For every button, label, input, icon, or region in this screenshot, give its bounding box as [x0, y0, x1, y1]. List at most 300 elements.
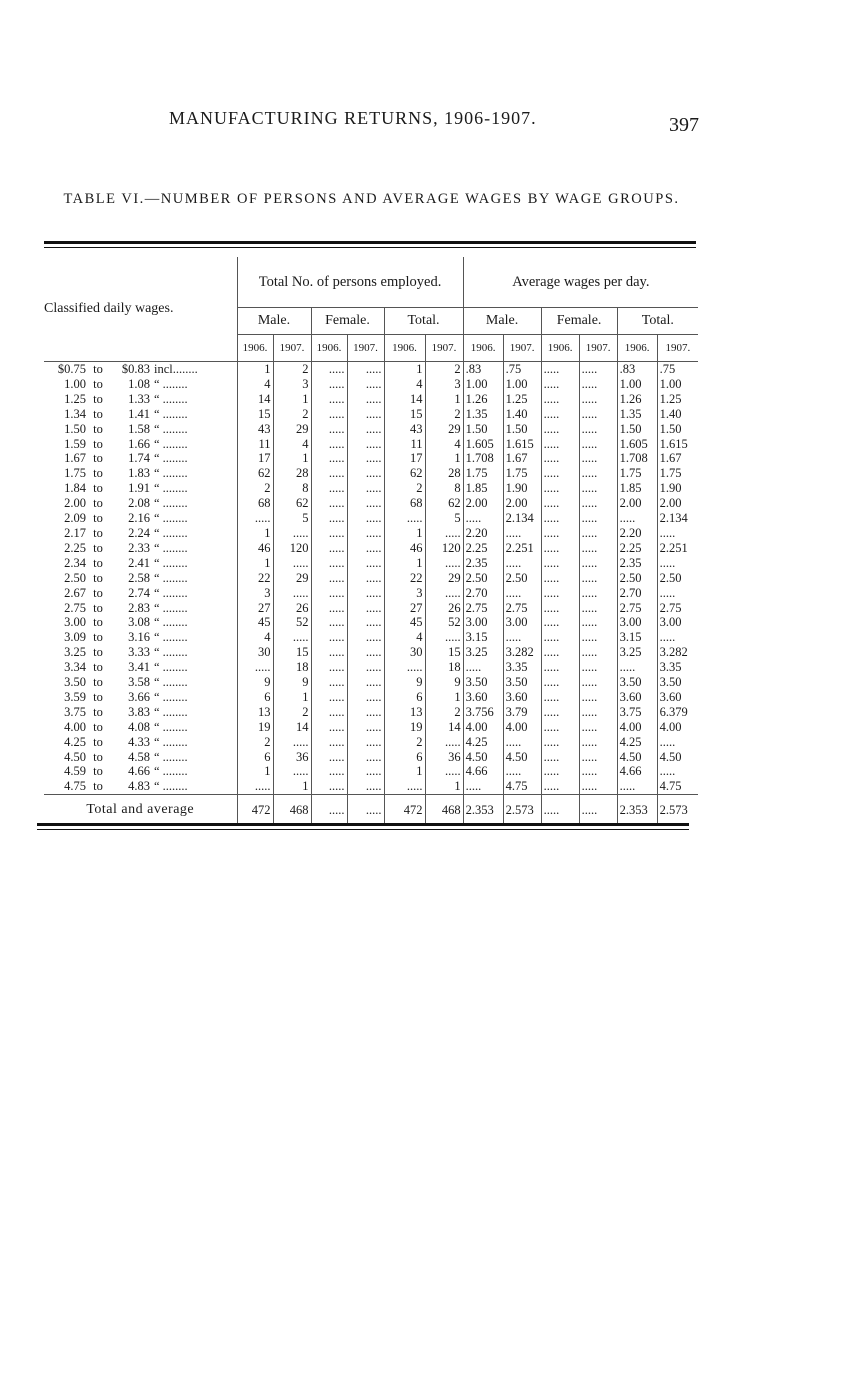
- page-number: 397: [669, 114, 699, 136]
- persons-female-1906-cell: .....: [311, 735, 347, 750]
- wage-female-1906-cell: .....: [541, 511, 579, 526]
- persons-female-1907-cell: .....: [347, 377, 384, 392]
- wage-class-to: to: [93, 689, 103, 704]
- wage-class-lo: 1.00: [64, 376, 86, 391]
- wage-class-suf: “ ........: [154, 585, 188, 600]
- wage-class-to: to: [93, 630, 103, 645]
- wage-total-1907-cell: 2.251: [657, 541, 698, 556]
- persons-male-1906-cell: 11: [237, 437, 273, 452]
- wage-class-to: to: [93, 406, 103, 421]
- persons-total-1906-cell: 9: [384, 675, 425, 690]
- wage-total-1906-cell: .....: [617, 511, 657, 526]
- wage-male-1907-cell: 2.50: [503, 571, 541, 586]
- wage-class-hi: 2.83: [128, 600, 150, 615]
- persons-female-1906-cell: .....: [311, 615, 347, 630]
- wage-male-1907-cell: 3.79: [503, 705, 541, 720]
- persons-total-1907-cell: 26: [425, 601, 463, 616]
- wage-class-lo: 3.00: [64, 615, 86, 630]
- wage-class-to: to: [93, 570, 103, 585]
- wage-class-cell: [44, 377, 237, 392]
- wage-total-1907-cell: 3.282: [657, 645, 698, 660]
- wage-female-1906-cell: .....: [541, 630, 579, 645]
- wage-class-cell: [44, 690, 237, 705]
- wage-total-1906-cell: 4.50: [617, 750, 657, 765]
- wage-class-hi: 2.16: [128, 511, 150, 526]
- table-row: [44, 511, 698, 526]
- wage-class-cell: [44, 615, 237, 630]
- stub-header: Classified daily wages.: [44, 257, 237, 362]
- wage-female-1906-cell: .....: [541, 660, 579, 675]
- wage-female-1906-cell: .....: [541, 481, 579, 496]
- wage-male-1907-cell: 1.00: [503, 377, 541, 392]
- wage-total-1906-cell: 3.75: [617, 705, 657, 720]
- year-1907-header: 1907.: [273, 335, 311, 362]
- wage-class-hi: 4.58: [128, 749, 150, 764]
- persons-female-1906-cell: .....: [311, 377, 347, 392]
- wage-total-1907-cell: .....: [657, 586, 698, 601]
- persons-total-1907-cell: .....: [425, 735, 463, 750]
- wage-male-1907-cell: 2.134: [503, 511, 541, 526]
- wage-class-hi: 2.58: [128, 570, 150, 585]
- wage-total-1906-cell: 1.50: [617, 422, 657, 437]
- persons-male-1906-cell: .....: [237, 660, 273, 675]
- persons-female-1907-cell: .....: [347, 511, 384, 526]
- wage-class-to: to: [93, 421, 103, 436]
- wage-class-to: to: [93, 660, 103, 675]
- persons-total-1906-cell: 6: [384, 750, 425, 765]
- wage-female-1906-cell: .....: [541, 556, 579, 571]
- persons-male-1907-cell: 29: [273, 422, 311, 437]
- persons-male-1907-cell: 120: [273, 541, 311, 556]
- table-row: [44, 481, 698, 496]
- wage-male-1906-cell: .....: [463, 511, 503, 526]
- wage-total-1906-cell: 1.605: [617, 437, 657, 452]
- persons-total-1906-cell: 27: [384, 601, 425, 616]
- wage-total-1907-cell: 3.00: [657, 615, 698, 630]
- year-1907-header: 1907.: [425, 335, 463, 362]
- table-row: [44, 466, 698, 481]
- wage-male-1907-cell: 1.75: [503, 466, 541, 481]
- persons-total-1907-cell: .....: [425, 526, 463, 541]
- persons-male-1907-cell: .....: [273, 764, 311, 779]
- year-1907-header: 1907.: [579, 335, 617, 362]
- wage-female-1907-cell: .....: [579, 481, 617, 496]
- wage-class-hi: 4.33: [128, 734, 150, 749]
- wage-class-lo: 1.75: [64, 466, 86, 481]
- wage-female-1906-cell: .....: [541, 586, 579, 601]
- wage-class-cell: [44, 422, 237, 437]
- persons-male-1907-cell: .....: [273, 526, 311, 541]
- wage-class-hi: 1.41: [128, 406, 150, 421]
- total-wage-male-1907-cell: 2.573: [503, 795, 541, 826]
- wage-class-lo: 2.50: [64, 570, 86, 585]
- persons-female-1907-cell: .....: [347, 526, 384, 541]
- wage-female-1907-cell: .....: [579, 422, 617, 437]
- wage-female-1906-cell: .....: [541, 526, 579, 541]
- persons-female-1907-cell: .....: [347, 466, 384, 481]
- wage-total-1907-cell: .....: [657, 735, 698, 750]
- wage-female-1906-cell: .....: [541, 779, 579, 794]
- wage-class-to: to: [93, 525, 103, 540]
- wage-total-1907-cell: 4.00: [657, 720, 698, 735]
- persons-total-1907-cell: 2: [425, 705, 463, 720]
- wage-female-1907-cell: .....: [579, 735, 617, 750]
- table-row: [44, 690, 698, 705]
- wage-class-to: to: [93, 451, 103, 466]
- wage-female-1906-cell: .....: [541, 437, 579, 452]
- wage-total-1907-cell: 2.75: [657, 601, 698, 616]
- persons-female-1907-cell: .....: [347, 556, 384, 571]
- wage-female-1907-cell: .....: [579, 586, 617, 601]
- persons-female-1907-cell: .....: [347, 481, 384, 496]
- persons-female-1906-cell: .....: [311, 601, 347, 616]
- wage-class-suf: “ ........: [154, 466, 188, 481]
- persons-female-1906-cell: .....: [311, 705, 347, 720]
- wage-male-1907-cell: 2.75: [503, 601, 541, 616]
- persons-total-1906-cell: 62: [384, 466, 425, 481]
- wage-male-1906-cell: 1.35: [463, 407, 503, 422]
- wage-class-hi: 1.83: [128, 466, 150, 481]
- persons-total-1907-cell: 18: [425, 660, 463, 675]
- wage-class-lo: 3.59: [64, 689, 86, 704]
- wage-female-1906-cell: .....: [541, 615, 579, 630]
- wage-class-suf: “ ........: [154, 779, 188, 794]
- persons-total-1907-cell: 28: [425, 466, 463, 481]
- persons-male-1907-cell: 62: [273, 496, 311, 511]
- persons-male-1907-cell: .....: [273, 735, 311, 750]
- wage-class-to: to: [93, 362, 103, 376]
- persons-female-1906-cell: .....: [311, 437, 347, 452]
- wage-total-1906-cell: 2.70: [617, 586, 657, 601]
- table-row: [44, 615, 698, 630]
- wage-male-1906-cell: 3.756: [463, 705, 503, 720]
- persons-female-1907-cell: .....: [347, 660, 384, 675]
- wage-class-suf: “ ........: [154, 555, 188, 570]
- persons-total-1907-cell: 2: [425, 362, 463, 377]
- wage-total-1906-cell: 2.35: [617, 556, 657, 571]
- wage-class-lo: 2.00: [64, 496, 86, 511]
- persons-total-1907-cell: 29: [425, 422, 463, 437]
- wage-class-lo: 3.50: [64, 675, 86, 690]
- wage-male-1907-cell: 4.50: [503, 750, 541, 765]
- wage-total-1906-cell: 4.00: [617, 720, 657, 735]
- persons-male-1906-cell: 4: [237, 630, 273, 645]
- persons-female-1907-cell: .....: [347, 362, 384, 377]
- wages-group-header: Average wages per day.: [463, 257, 698, 308]
- wage-total-1906-cell: 3.50: [617, 675, 657, 690]
- wage-female-1906-cell: .....: [541, 735, 579, 750]
- persons-male-1906-cell: 27: [237, 601, 273, 616]
- persons-female-1906-cell: .....: [311, 571, 347, 586]
- wage-female-1906-cell: .....: [541, 675, 579, 690]
- wage-class-suf: “ ........: [154, 719, 188, 734]
- wage-male-1906-cell: 3.00: [463, 615, 503, 630]
- total-wage-female-1906-cell: .....: [541, 795, 579, 826]
- wage-class-cell: [44, 720, 237, 735]
- wage-class-cell: [44, 496, 237, 511]
- wage-class-suf: “ ........: [154, 675, 188, 690]
- persons-male-1907-cell: 2: [273, 362, 311, 377]
- wage-class-to: to: [93, 585, 103, 600]
- persons-total-1907-cell: 15: [425, 645, 463, 660]
- persons-total-1907-cell: 62: [425, 496, 463, 511]
- wage-total-1906-cell: 2.20: [617, 526, 657, 541]
- total-persons-total-1906-cell: 472: [384, 795, 425, 826]
- wage-male-1907-cell: .....: [503, 526, 541, 541]
- persons-total-1906-cell: 17: [384, 451, 425, 466]
- wage-class-cell: [44, 511, 237, 526]
- wage-male-1907-cell: 2.00: [503, 496, 541, 511]
- wage-class-lo: 2.09: [64, 511, 86, 526]
- wage-class-suf: “ ........: [154, 749, 188, 764]
- wage-class-suf: “ ........: [154, 540, 188, 555]
- total-wage-total-1907-cell: 2.573: [657, 795, 698, 826]
- persons-female-1906-cell: .....: [311, 496, 347, 511]
- wage-groups-table: [44, 257, 698, 825]
- wage-male-1907-cell: 1.50: [503, 422, 541, 437]
- wage-female-1907-cell: .....: [579, 556, 617, 571]
- persons-female-1907-cell: .....: [347, 645, 384, 660]
- wage-class-cell: [44, 541, 237, 556]
- persons-total-1906-cell: 19: [384, 720, 425, 735]
- wage-class-to: to: [93, 600, 103, 615]
- wage-female-1906-cell: .....: [541, 690, 579, 705]
- wage-male-1906-cell: 2.70: [463, 586, 503, 601]
- persons-total-1907-cell: 4: [425, 437, 463, 452]
- wage-male-1906-cell: 1.50: [463, 422, 503, 437]
- table-title: TABLE VI.—NUMBER OF PERSONS AND AVERAGE WAGES BY WAGE GROUPS.: [63, 191, 680, 207]
- persons-total-1906-cell: 11: [384, 437, 425, 452]
- year-1907-header: 1907.: [347, 335, 384, 362]
- wage-total-1907-cell: 1.67: [657, 451, 698, 466]
- wage-class-lo: 2.67: [64, 585, 86, 600]
- wage-class-to: to: [93, 645, 103, 660]
- persons-female-1907-cell: .....: [347, 705, 384, 720]
- wage-male-1906-cell: 4.25: [463, 735, 503, 750]
- table-row: [44, 407, 698, 422]
- wage-total-1906-cell: 2.75: [617, 601, 657, 616]
- wage-total-1907-cell: 1.75: [657, 466, 698, 481]
- total-wage-female-1907-cell: .....: [579, 795, 617, 826]
- persons-female-1906-cell: .....: [311, 779, 347, 794]
- wage-total-1906-cell: 2.25: [617, 541, 657, 556]
- wage-male-1907-cell: 3.282: [503, 645, 541, 660]
- wage-class-hi: 2.24: [128, 525, 150, 540]
- persons-male-1906-cell: 45: [237, 615, 273, 630]
- wage-female-1906-cell: .....: [541, 764, 579, 779]
- persons-male-1907-cell: 2: [273, 407, 311, 422]
- persons-female-1906-cell: .....: [311, 660, 347, 675]
- wage-class-hi: 2.33: [128, 540, 150, 555]
- wage-class-suf: incl........: [154, 362, 198, 376]
- persons-male-1906-cell: 17: [237, 451, 273, 466]
- persons-male-1906-cell: 6: [237, 690, 273, 705]
- wage-male-1906-cell: .....: [463, 660, 503, 675]
- wage-male-1907-cell: 1.67: [503, 451, 541, 466]
- wage-class-hi: 3.41: [128, 660, 150, 675]
- persons-female-1906-cell: .....: [311, 392, 347, 407]
- wage-male-1907-cell: 4.00: [503, 720, 541, 735]
- wage-class-lo: 3.25: [64, 645, 86, 660]
- total-persons-female-1907-cell: .....: [347, 795, 384, 826]
- persons-male-1906-cell: 68: [237, 496, 273, 511]
- wage-total-1906-cell: 1.26: [617, 392, 657, 407]
- wage-total-1907-cell: 1.50: [657, 422, 698, 437]
- wage-male-1906-cell: 2.00: [463, 496, 503, 511]
- persons-total-1906-cell: .....: [384, 511, 425, 526]
- wage-male-1907-cell: 1.25: [503, 392, 541, 407]
- persons-total-1906-cell: 6: [384, 690, 425, 705]
- total-persons-total-1907-cell: 468: [425, 795, 463, 826]
- wage-class-lo: 3.75: [64, 704, 86, 719]
- persons-male-1906-cell: 15: [237, 407, 273, 422]
- persons-male-1907-cell: 5: [273, 511, 311, 526]
- wage-female-1907-cell: .....: [579, 615, 617, 630]
- persons-female-1906-cell: .....: [311, 511, 347, 526]
- persons-male-1906-cell: 46: [237, 541, 273, 556]
- wage-male-1906-cell: 4.00: [463, 720, 503, 735]
- top-double-rule: [44, 241, 696, 244]
- persons-male-1906-cell: 1: [237, 556, 273, 571]
- wage-class-suf: “ ........: [154, 406, 188, 421]
- persons-male-1906-cell: .....: [237, 511, 273, 526]
- total-wage-total-1906-cell: 2.353: [617, 795, 657, 826]
- persons-male-1906-cell: 4: [237, 377, 273, 392]
- persons-total-header: Total.: [384, 308, 463, 335]
- wage-female-1907-cell: .....: [579, 705, 617, 720]
- wage-total-1907-cell: .....: [657, 630, 698, 645]
- wage-class-cell: [44, 705, 237, 720]
- persons-male-1907-cell: 18: [273, 660, 311, 675]
- persons-total-1907-cell: 2: [425, 407, 463, 422]
- persons-male-1906-cell: 43: [237, 422, 273, 437]
- wage-class-suf: “ ........: [154, 570, 188, 585]
- wage-class-suf: “ ........: [154, 391, 188, 406]
- total-wage-male-1906-cell: 2.353: [463, 795, 503, 826]
- persons-total-1906-cell: 15: [384, 407, 425, 422]
- persons-total-1906-cell: 2: [384, 481, 425, 496]
- persons-female-1906-cell: .....: [311, 645, 347, 660]
- persons-male-1906-cell: 62: [237, 466, 273, 481]
- persons-total-1906-cell: 2: [384, 735, 425, 750]
- wage-class-hi: 3.16: [128, 630, 150, 645]
- wage-class-cell: [44, 392, 237, 407]
- wage-total-1907-cell: 3.60: [657, 690, 698, 705]
- wage-female-1907-cell: .....: [579, 675, 617, 690]
- wage-class-to: to: [93, 391, 103, 406]
- wage-female-1906-cell: .....: [541, 750, 579, 765]
- table-row: [44, 660, 698, 675]
- table-row: [44, 750, 698, 765]
- wage-class-lo: 4.50: [64, 749, 86, 764]
- wage-class-lo: 4.59: [64, 764, 86, 779]
- wage-total-1907-cell: 2.50: [657, 571, 698, 586]
- wage-class-lo: 2.25: [64, 540, 86, 555]
- persons-total-1907-cell: .....: [425, 586, 463, 601]
- wage-male-1906-cell: 3.15: [463, 630, 503, 645]
- wage-class-cell: [44, 407, 237, 422]
- wage-male-1906-cell: 1.75: [463, 466, 503, 481]
- total-row: [44, 795, 698, 826]
- persons-male-1906-cell: 2: [237, 481, 273, 496]
- persons-total-1907-cell: 14: [425, 720, 463, 735]
- wage-male-1907-cell: .75: [503, 362, 541, 377]
- wage-class-cell: [44, 630, 237, 645]
- wage-class-suf: “ ........: [154, 764, 188, 779]
- wage-class-suf: “ ........: [154, 421, 188, 436]
- wage-class-hi: 1.33: [128, 391, 150, 406]
- wage-male-1906-cell: 1.26: [463, 392, 503, 407]
- wage-male-1907-cell: 3.60: [503, 690, 541, 705]
- persons-total-1907-cell: .....: [425, 556, 463, 571]
- persons-female-1907-cell: .....: [347, 422, 384, 437]
- persons-female-1906-cell: .....: [311, 422, 347, 437]
- wage-total-1907-cell: 3.50: [657, 675, 698, 690]
- wage-class-lo: 2.75: [64, 600, 86, 615]
- wage-female-1906-cell: .....: [541, 392, 579, 407]
- wage-total-1906-cell: .....: [617, 779, 657, 794]
- wage-total-1906-cell: 1.708: [617, 451, 657, 466]
- wage-total-1906-cell: 4.25: [617, 735, 657, 750]
- persons-total-1906-cell: 1: [384, 362, 425, 377]
- year-1906-header: 1906.: [237, 335, 273, 362]
- persons-total-1907-cell: 1: [425, 451, 463, 466]
- persons-male-1906-cell: 1: [237, 764, 273, 779]
- persons-female-1906-cell: .....: [311, 764, 347, 779]
- wage-class-cell: [44, 362, 237, 377]
- wage-total-1907-cell: 1.25: [657, 392, 698, 407]
- persons-male-1907-cell: 4: [273, 437, 311, 452]
- wage-female-1907-cell: .....: [579, 437, 617, 452]
- persons-male-1907-cell: 14: [273, 720, 311, 735]
- wage-class-hi: 2.74: [128, 585, 150, 600]
- wage-class-hi: 4.83: [128, 779, 150, 794]
- wage-total-1906-cell: 1.75: [617, 466, 657, 481]
- persons-male-1906-cell: 1: [237, 526, 273, 541]
- wage-class-to: to: [93, 764, 103, 779]
- wage-class-to: to: [93, 496, 103, 511]
- wage-female-1906-cell: .....: [541, 407, 579, 422]
- persons-female-1907-cell: .....: [347, 690, 384, 705]
- persons-total-1906-cell: 45: [384, 615, 425, 630]
- wage-class-lo: 1.25: [64, 391, 86, 406]
- wage-total-1907-cell: 4.75: [657, 779, 698, 794]
- year-1906-header: 1906.: [311, 335, 347, 362]
- table-row: [44, 720, 698, 735]
- wage-total-1906-cell: .....: [617, 660, 657, 675]
- bottom-double-rule-thin: [37, 829, 689, 830]
- wage-class-hi: 1.08: [128, 376, 150, 391]
- year-1906-header: 1906.: [384, 335, 425, 362]
- wage-class-cell: [44, 750, 237, 765]
- wage-class-to: to: [93, 555, 103, 570]
- table-row: [44, 735, 698, 750]
- wage-class-cell: [44, 735, 237, 750]
- persons-male-1907-cell: 26: [273, 601, 311, 616]
- wage-male-1906-cell: 1.605: [463, 437, 503, 452]
- persons-female-1906-cell: .....: [311, 720, 347, 735]
- persons-male-1907-cell: 9: [273, 675, 311, 690]
- persons-female-1907-cell: .....: [347, 720, 384, 735]
- wage-class-to: to: [93, 466, 103, 481]
- wages-total-header: Total.: [617, 308, 698, 335]
- table-row: [44, 571, 698, 586]
- persons-female-1906-cell: .....: [311, 675, 347, 690]
- table-row: [44, 705, 698, 720]
- wage-total-1907-cell: .....: [657, 526, 698, 541]
- total-persons-male-1907-cell: 468: [273, 795, 311, 826]
- wage-total-1907-cell: .....: [657, 764, 698, 779]
